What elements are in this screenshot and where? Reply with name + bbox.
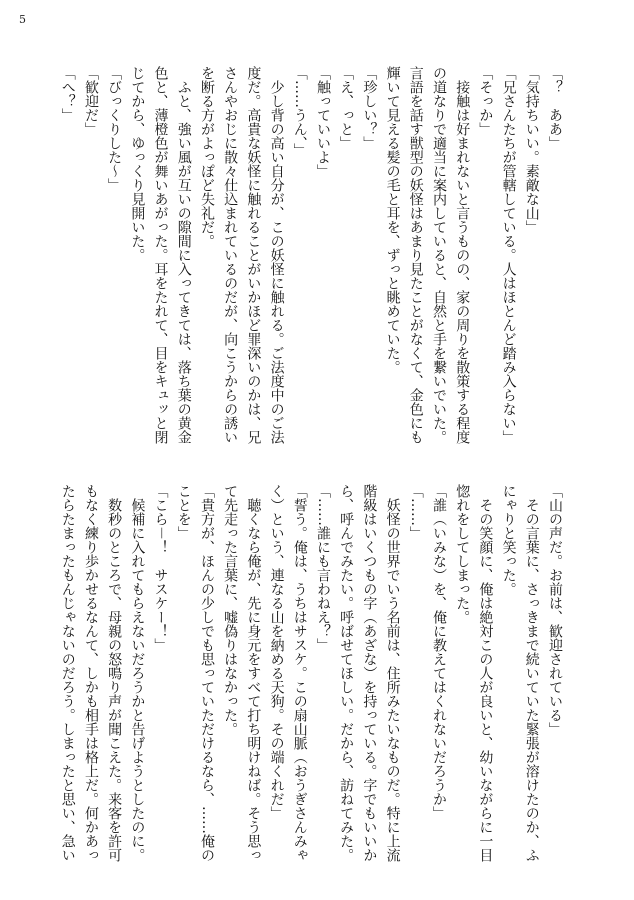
text-column: 「兄さんたちが管轄している。人はほとんど踏み入らない」 xyxy=(500,66,517,444)
text-column: ふと、強い風が互いの隙間に入ってきては、落ち葉の黄金 xyxy=(175,66,192,444)
text-column: く）という、連なる山を納める天狗。その端くれだ」 xyxy=(268,484,285,820)
page-number: 5 xyxy=(19,13,26,26)
text-column: 「……」 xyxy=(407,484,424,540)
text-column: 「誰（いみな）を、俺に教えてはくれないだろうか」 xyxy=(430,484,447,820)
text-column: 言語を話す獣型の妖怪はあまり見たことがなくて、金色にも xyxy=(407,66,424,444)
text-column: にゃりと笑った。 xyxy=(500,484,517,596)
text-column: 「へ？」 xyxy=(59,66,76,122)
text-column: の道なりで適当に案内していると、自然と手を繋いでいた。 xyxy=(430,66,447,444)
text-column: 数秒のところで、母親の怒鳴り声が聞こえた。来客を許可 xyxy=(106,484,123,862)
text-column: 「こら－！ サスケー！」 xyxy=(152,484,169,652)
text-column: 聴くなら俺が、先に身元をすべて打ち明けねば。そう思っ xyxy=(245,484,262,862)
text-column: 「貴方が、ほんの少しでも思っていただけるなら、……俺の xyxy=(198,484,215,862)
text-column: その笑顔に、俺は絶対この人が良いと、幼いながらに一目 xyxy=(477,484,494,862)
text-column: て先走った言葉に、嘘偽りはなかった。 xyxy=(222,484,239,736)
upper-text-block xyxy=(59,66,566,444)
text-column: 度だ。高貴な妖怪に触れることがいかほど罪深いのかは、兄 xyxy=(245,66,262,444)
text-column: 「そっか」 xyxy=(477,66,494,136)
text-column: 階級はいくつもの字（あざな）を持っている。字でもいいか xyxy=(361,484,378,862)
text-column: 「……うん、」 xyxy=(291,66,308,157)
text-column: 「触っていいよ」 xyxy=(314,66,331,178)
text-column: 「びっくりした〜」 xyxy=(106,66,123,192)
text-column: を断る方がよっぽど失礼だ。 xyxy=(198,66,215,248)
text-column: たらたまったもんじゃないのだろう。しまったと思い、急い xyxy=(59,484,76,862)
text-column: 惚れをしてしまった。 xyxy=(454,484,471,624)
text-column: 妖怪の世界でいう名前は、住所みたいなものだ。特に上流 xyxy=(384,484,401,862)
lower-text-block xyxy=(59,484,566,869)
text-column: 候補に入れてもらえないだろうかと告げようとしたのに。 xyxy=(129,484,146,862)
text-column: 「……誰にも言わねえ？」 xyxy=(314,484,331,652)
text-column: 「？ ああ」 xyxy=(547,66,563,150)
text-column: 輝いて見える髪の毛と耳を、ずっと眺めていた。 xyxy=(384,66,401,374)
text-column: じてから、ゆっくり見開いた。 xyxy=(129,66,146,262)
text-column: その言葉に、さっきまで続いていた緊張が溶けたのか、ふ xyxy=(523,484,540,862)
text-column: もなく練り歩かせるなんて、しかも相手は格上だ。何かあっ xyxy=(82,484,99,862)
text-column: 「え、っと」 xyxy=(338,66,355,150)
text-column: 接触は好まれないと言うものの、家の周りを散策する程度 xyxy=(454,66,471,444)
text-column: ら、呼んでみたい。呼ばせてほしい。だから、訪ねてみた。 xyxy=(338,484,355,862)
text-column: 色と、薄橙色が舞いあがった。耳をたれて、目をキュッと閉 xyxy=(152,66,169,444)
text-column: 少し背の高い自分が、この妖怪に触れる。ご法度中のご法 xyxy=(268,66,285,444)
text-column: 「珍しい？」 xyxy=(361,66,378,150)
text-column: 「歓迎だ」 xyxy=(82,66,99,136)
text-column: ことを」 xyxy=(175,484,192,540)
text-column: さんやおじに散々仕込まれているのだが、向こうからの誘い xyxy=(222,66,239,444)
text-column: 「山の声だ。お前は、歓迎されている」 xyxy=(547,484,563,736)
text-column: 「誓う。俺は、うちはサスケ。この扇山脈（おうぎさんみゃ xyxy=(291,484,308,862)
text-column: 「気持ちいい。素敵な山」 xyxy=(523,66,540,234)
